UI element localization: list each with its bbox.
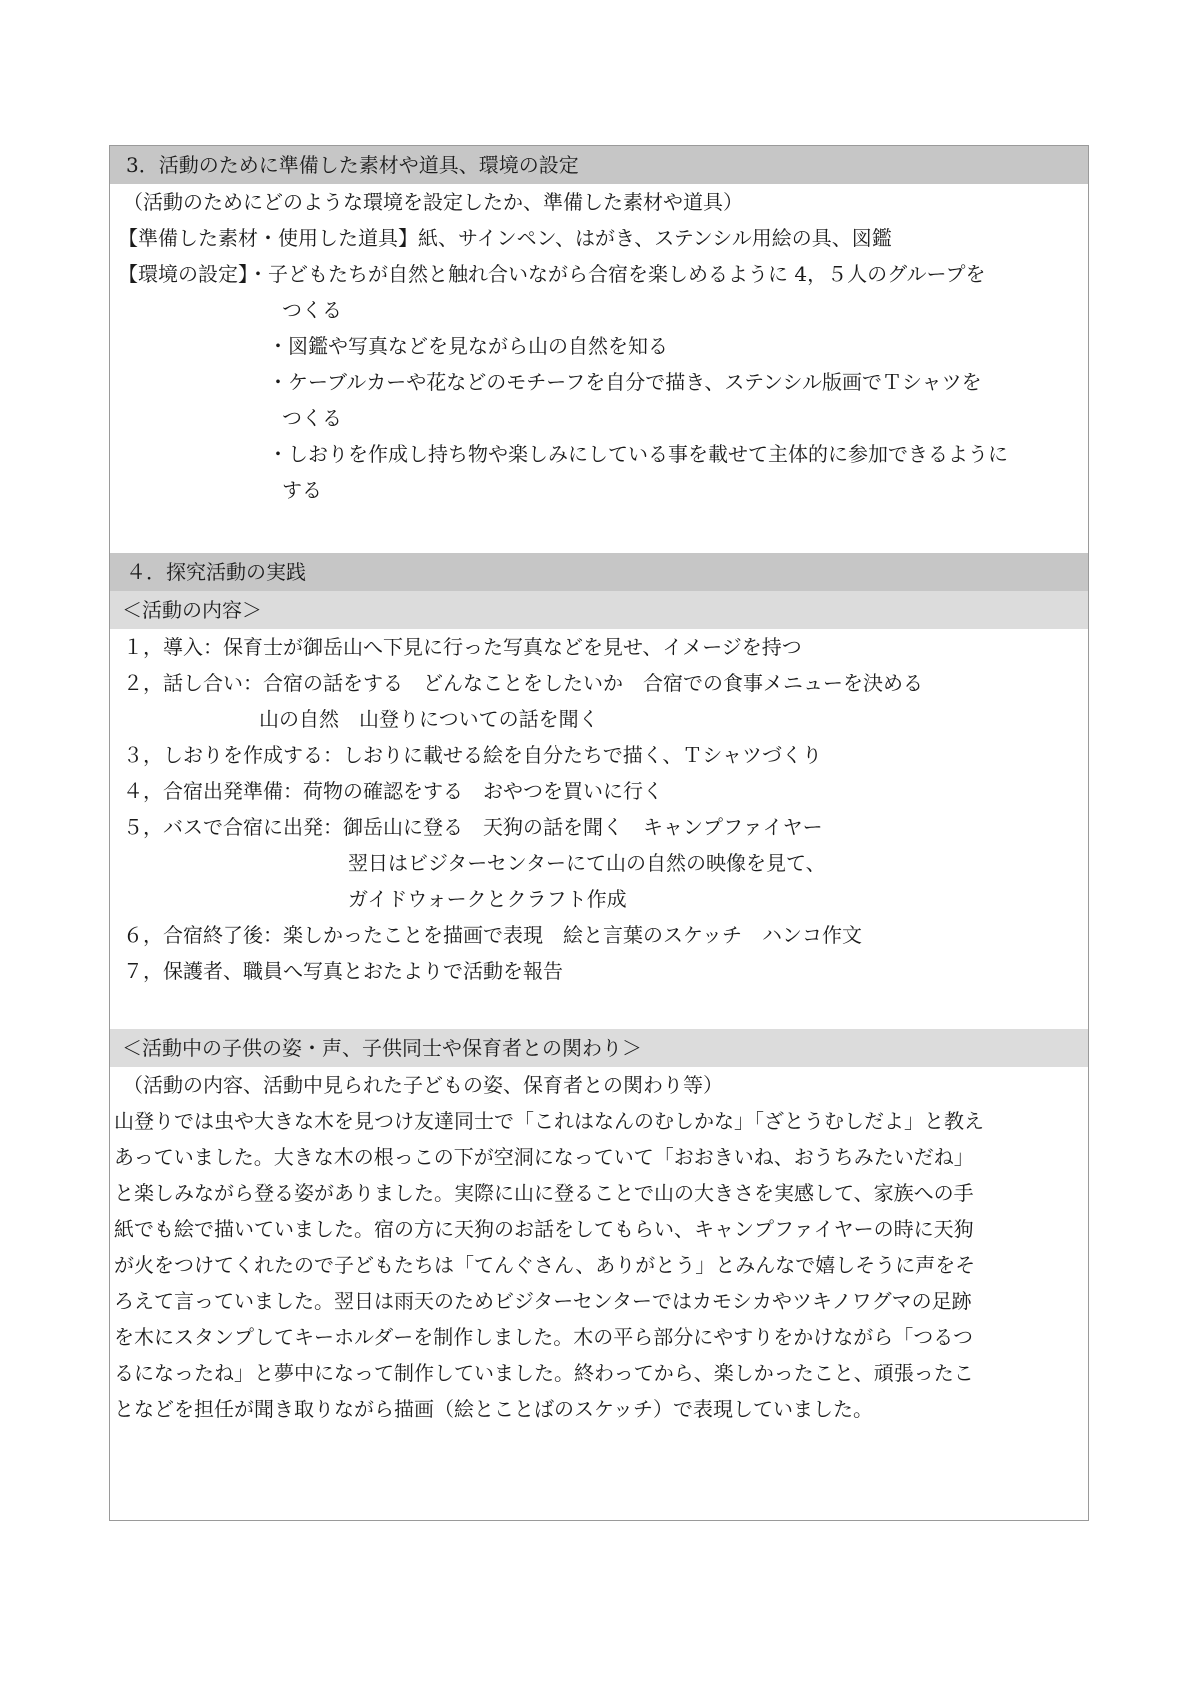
section3-materials: 【準備した素材・使用した道具】紙、サインペン、はがき、ステンシル用絵の具、図鑑	[118, 226, 892, 250]
activity-step-6: ６，合宿終了後：楽しかったことを描画で表現 絵と言葉のスケッチ ハンコ作文	[123, 923, 862, 947]
children-observation-header: ＜活動中の子供の姿・声、子供同士や保育者との関わり＞	[110, 1029, 1088, 1067]
section3-environment-3: ・ケーブルカーや花などのモチーフを自分で描き、ステンシル版画でＴシャツを	[268, 370, 982, 394]
activity-content-header: ＜活動の内容＞	[110, 591, 1088, 629]
report-frame	[109, 145, 1089, 1521]
children-paragraph-line: 紙でも絵で描いていました。宿の方に天狗のお話をしてもらい、キャンプファイヤーの時に天狗	[114, 1217, 974, 1241]
activity-step-2-cont: 山の自然 山登りについての話を聞く	[259, 707, 599, 731]
section3-environment-1-cont: つくる	[282, 298, 342, 322]
section3-environment-3-cont: つくる	[282, 406, 342, 430]
children-paragraph-line: となどを担任が聞き取りながら描画（絵とことばのスケッチ）で表現していました。	[114, 1397, 873, 1421]
children-paragraph-line: ろえて言っていました。翌日は雨天のためビジターセンターではカモシカやツキノワグマの足跡	[114, 1289, 972, 1313]
children-intro: （活動の内容、活動中見られた子どもの姿、保育者との関わり等）	[123, 1073, 723, 1097]
children-paragraph-line: を木にスタンプしてキーホルダーを制作しました。木の平ら部分にやすりをかけながら「つるつ	[114, 1325, 973, 1349]
children-paragraph-line: 山登りでは虫や大きな木を見つけ友達同士で「これはなんのむしかな」「ざとうむしだよ」と教え	[114, 1109, 984, 1133]
children-paragraph-line: あっていました。大きな木の根っこの下が空洞になっていて「おおきいね、おうちみたいだね」	[114, 1145, 974, 1169]
section3-intro: （活動のためにどのような環境を設定したか、準備した素材や道具）	[123, 190, 743, 214]
section3-environment-4: ・しおりを作成し持ち物や楽しみにしている事を載せて主体的に参加できるように	[268, 442, 1008, 466]
section4-header: ４．探究活動の実践	[110, 553, 1088, 591]
activity-step-4: ４，合宿出発準備：荷物の確認をする おやつを買いに行く	[123, 779, 663, 803]
activity-step-2: ２，話し合い：合宿の話をする どんなことをしたいか 合宿での食事メニューを決める	[123, 671, 923, 695]
section3-environment-4-cont: する	[282, 478, 322, 502]
activity-step-5-cont-2: ガイドウォークとクラフト作成	[348, 887, 627, 911]
activity-step-5: ５，バスで合宿に出発：御岳山に登る 天狗の話を聞く キャンプファイヤー	[123, 815, 823, 839]
section3-environment-1: 【環境の設定】・子どもたちが自然と触れ合いながら合宿を楽しめるように 4，５人のグループを	[118, 262, 986, 286]
children-paragraph-line: と楽しみながら登る姿がありました。実際に山に登ることで山の大きさを実感して、家族への手	[114, 1181, 974, 1205]
section3-header: 3．活動のために準備した素材や道具、環境の設定	[110, 146, 1088, 184]
children-paragraph-line: るになったね」と夢中になって制作していました。終わってから、楽しかったこと、頑張ったこ	[114, 1361, 974, 1385]
activity-step-7: ７，保護者、職員へ写真とおたよりで活動を報告	[123, 959, 563, 983]
children-paragraph-line: が火をつけてくれたので子どもたちは「てんぐさん、ありがとう」とみんなで嬉しそうに声をそ	[114, 1253, 976, 1277]
activity-step-1: １，導入：保育士が御岳山へ下見に行った写真などを見せ、イメージを持つ	[123, 635, 802, 659]
activity-step-5-cont-1: 翌日はビジターセンターにて山の自然の映像を見て、	[348, 851, 826, 875]
section3-environment-2: ・図鑑や写真などを見ながら山の自然を知る	[268, 334, 668, 358]
activity-step-3: ３，しおりを作成する：しおりに載せる絵を自分たちで描く、Ｔシャツづくり	[123, 743, 822, 767]
